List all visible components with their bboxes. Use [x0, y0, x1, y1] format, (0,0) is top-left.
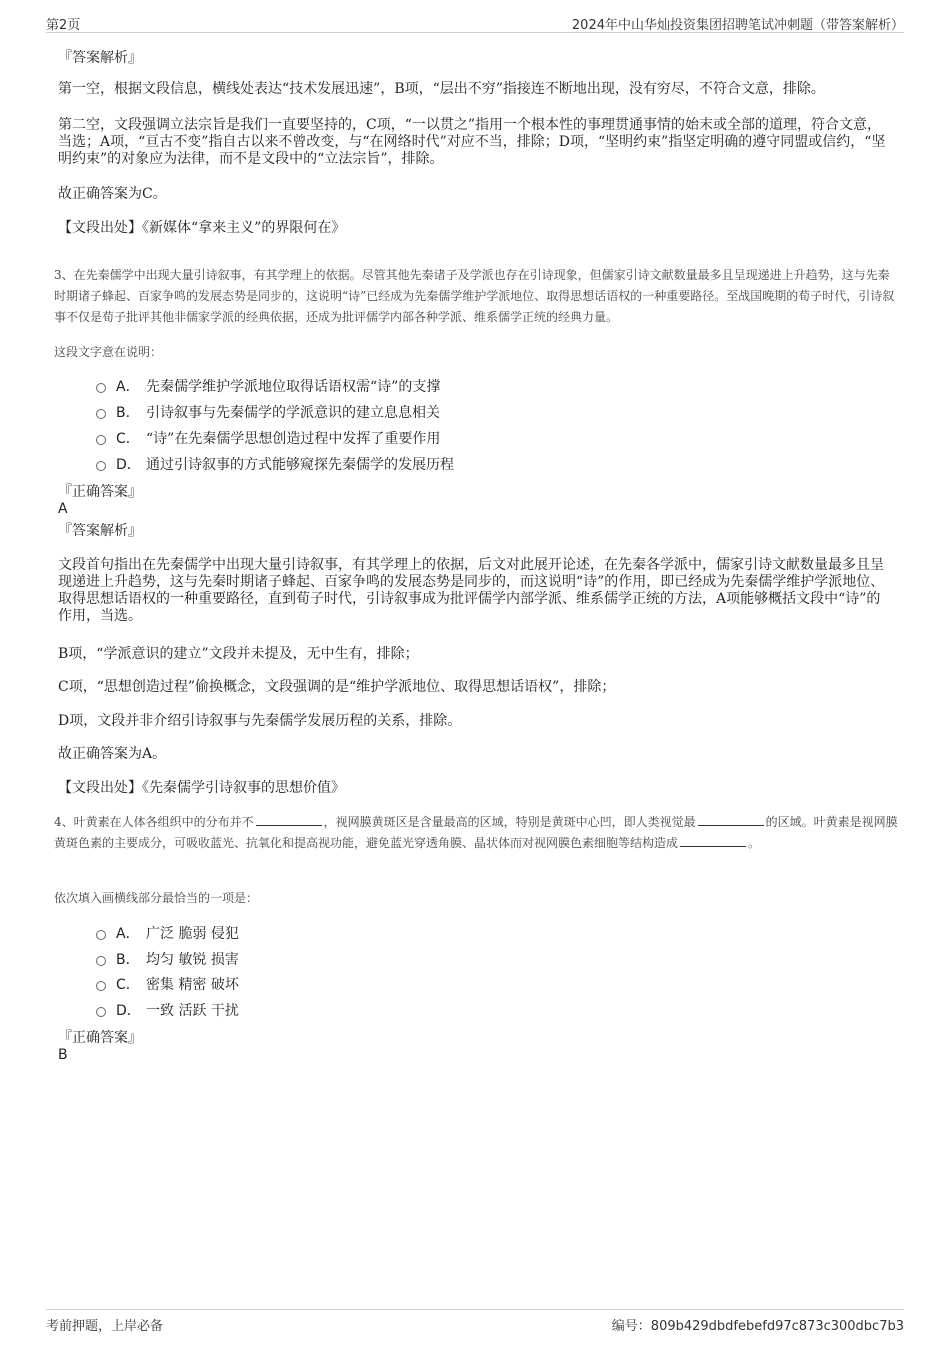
radio-icon[interactable]: [96, 383, 106, 393]
radio-icon[interactable]: [96, 1007, 106, 1017]
footer-slogan: 考前押题，上岸必备: [46, 1319, 164, 1334]
q4-option-a[interactable]: A． 广泛 脆弱 侵犯: [96, 922, 239, 944]
q4-answer-label: 『正确答案』: [58, 1030, 142, 1046]
q4-prompt: 依次填入画横线部分最恰当的一项是：: [54, 891, 259, 905]
q2-source: 【文段出处】《新媒体“拿来主义”的界限何在》: [58, 220, 346, 236]
q3-prompt: 这段文字意在说明：: [54, 345, 163, 359]
answer-blank: [256, 813, 322, 826]
answer-blank: [680, 834, 746, 847]
q3-answer-label: 『正确答案』: [58, 484, 142, 500]
page-footer: [46, 1309, 904, 1334]
radio-icon[interactable]: [96, 461, 106, 471]
q3-option-a[interactable]: A． 先秦儒学维护学派地位取得话语权需“诗”的支撑: [96, 375, 440, 397]
q3-question-text: 3、在先秦儒学中出现大量引诗叙事，有其学理上的依据。尽管其他先秦诸子及学派也存在引诗现象，但儒家引诗文献数量最多且呈现递进上升趋势，这与先秦时期诸子蜂起、百家争鸣的发展态势是同步的，这说明“诗”已经成为先秦儒学维护学派地位、取得思想话语权的一种重要路径。至战国晚期的荀子时代，引诗叙事不仅是荀子批评其他非儒家学派的经典依据，还成为批评儒学内部各种学派、维系儒学正统的经典力量。: [54, 268, 895, 324]
q3-analysis-p4: D项，文段并非介绍引诗叙事与先秦儒学发展历程的关系，排除。: [58, 713, 462, 729]
page-header: [46, 12, 904, 33]
q2-analysis-p2: 第二空，文段强调立法宗旨是我们一直要坚持的，C项，“一以贯之”指用一个根本性的事理贯通事情的始末或全部的道理，符合文意，当选；A项，“亘古不变”指自古以来不曾改变，与“在网络时代”对应不当，排除；D项，“坚明约束”指坚定明确的遵守同盟或信约，“坚明约束”的对象应为法律，而不是文段中的“立法宗旨”，排除。: [58, 117, 886, 167]
q2-analysis-p1: 第一空，根据文段信息，横线处表达“技术发展迅速”，B项，“层出不穷”指接连不断地出现，没有穷尽，不符合文意，排除。: [58, 81, 825, 97]
q3-option-c[interactable]: C． “诗”在先秦儒学思想创造过程中发挥了重要作用: [96, 427, 440, 449]
q4-option-b[interactable]: B． 均匀 敏锐 损害: [96, 948, 239, 970]
q3-analysis-p1: 文段首句指出在先秦儒学中出现大量引诗叙事，有其学理上的依据，后文对此展开论述，在先秦各学派中，儒家引诗文献数量最多且呈现递进上升趋势，这与先秦时期诸子蜂起、百家争鸣的发展态势是同步的，而这说明“诗”的作用，即已经成为先秦儒学维护学派地位、取得思想话语权的一种重要路径，直到荀子时代，引诗叙事成为批评儒学内部学派、维系儒学正统的方法，A项能够概括文段中“诗”的作用，当选。: [58, 557, 885, 624]
radio-icon[interactable]: [96, 956, 106, 966]
q2-analysis-label: 『答案解析』: [58, 50, 142, 66]
q3-conclusion: 故正确答案为A。: [58, 746, 167, 762]
q3-option-b[interactable]: B． 引诗叙事与先秦儒学的学派意识的建立息息相关: [96, 401, 440, 423]
q4-option-c[interactable]: C． 密集 精密 破坏: [96, 973, 239, 995]
radio-icon[interactable]: [96, 930, 106, 940]
q3-answer: A: [58, 501, 68, 517]
q3-analysis-label: 『答案解析』: [58, 523, 142, 539]
answer-blank: [698, 813, 764, 826]
q3-analysis-p3: C项，“思想创造过程”偷换概念，文段强调的是“维护学派地位、取得思想话语权”，排除；: [58, 679, 616, 695]
q3-option-d[interactable]: D． 通过引诗叙事的方式能够窥探先秦儒学的发展历程: [96, 453, 454, 475]
q2-conclusion: 故正确答案为C。: [58, 186, 167, 202]
page-number: 第2页: [46, 18, 81, 33]
radio-icon[interactable]: [96, 981, 106, 991]
radio-icon[interactable]: [96, 435, 106, 445]
q3-source: 【文段出处】《先秦儒学引诗叙事的思想价值》: [58, 780, 345, 796]
q4-question-text: 4、叶黄素在人体各组织中的分布并不 ，视网膜黄斑区是含量最高的区域，特别是黄斑中心凹，即人类视觉最 的区域。叶黄素是视网膜黄斑色素的主要成分，可吸收蓝光、抗氧化和提高视功能，避免蓝光穿透角膜、晶状体而对视网膜色素细胞等结构造成 。: [54, 815, 898, 850]
document-code: 编号：809b429dbdfebefd97c873c300dbc7b3: [611, 1319, 904, 1334]
q4-answer: B: [58, 1047, 68, 1063]
document-title: 2024年中山华灿投资集团招聘笔试冲刺题（带答案解析）: [571, 18, 904, 33]
radio-icon[interactable]: [96, 409, 106, 419]
q3-analysis-p2: B项，“学派意识的建立”文段并未提及，无中生有，排除；: [58, 646, 419, 662]
q4-option-d[interactable]: D． 一致 活跃 干扰: [96, 999, 239, 1021]
